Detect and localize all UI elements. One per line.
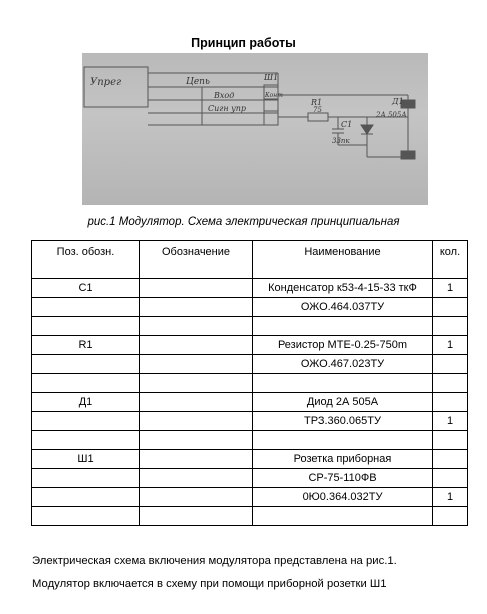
cell-pos [32,488,140,507]
cell-pos: Д1 [32,393,140,412]
table-row [32,450,468,469]
cell-pos [32,469,140,488]
cell-designation [140,450,253,469]
cell-pos [32,507,140,526]
cell-name: Розетка приборная [253,450,433,469]
table-row [32,279,468,298]
cell-name: ОЖО.464.037ТУ [253,298,433,317]
cell-pos [32,431,140,450]
cell-pos [32,317,140,336]
cell-qty [433,393,468,412]
connector-label: Ш1 [264,73,279,82]
cell-name [253,507,433,526]
page-title: Принцип работы [191,36,296,50]
table-row [32,488,468,507]
header-name: Наименование [253,241,433,279]
cell-pos [32,355,140,374]
cell-designation [140,374,253,393]
cell-qty [433,317,468,336]
table-row [32,298,468,317]
cell-qty [433,431,468,450]
cell-pos [32,374,140,393]
table-row [32,507,468,526]
cell-qty: 1 [433,412,468,431]
cell-pos: C1 [32,279,140,298]
capacitor-value: 33пк [332,137,350,145]
cell-designation [140,412,253,431]
header-qty: кол. [433,241,468,279]
cell-designation [140,393,253,412]
table-row [32,317,468,336]
cell-qty: 1 [433,336,468,355]
cell-designation [140,298,253,317]
cell-pos [32,412,140,431]
table-row [32,393,468,412]
block-label: Упрег [90,77,122,88]
table-header-row [32,241,468,279]
cell-qty [433,374,468,393]
signal-label: Сигн упр [208,104,247,113]
components-table [31,240,468,526]
diode-symbol [361,125,373,134]
cell-name [253,317,433,336]
schematic-photo [82,53,428,205]
resistor-symbol [308,113,328,121]
cell-designation [140,355,253,374]
schematic-diagram [82,53,428,205]
cell-designation [140,469,253,488]
cell-qty [433,298,468,317]
cell-qty [433,355,468,374]
table-row [32,355,468,374]
cell-designation [140,507,253,526]
cell-name: Резистор МТЕ-0.25-750m [253,336,433,355]
cell-pos: R1 [32,336,140,355]
cell-name: 0Ю0.364.032ТУ [253,488,433,507]
cell-qty [433,469,468,488]
footer-line-2: Модулятор включается в схему при помощи приборной розетки Ш1 [32,578,387,590]
cell-name [253,431,433,450]
footer-line-1: Электрическая схема включения модулятора представлена на рис.1. [32,555,397,567]
cell-name: Диод 2А 505А [253,393,433,412]
cell-qty [433,450,468,469]
footer-text [32,550,472,596]
cell-pos [32,298,140,317]
table-row [32,431,468,450]
input-label: Вход [214,91,235,100]
cell-name: СР-75-110ФВ [253,469,433,488]
resistor-label: R1 [311,98,323,107]
circuit-label: Цепь [186,77,210,87]
cell-name: ОЖО.467.023ТУ [253,355,433,374]
cell-name: Конденсатор к53-4-15-33 ткФ [253,279,433,298]
table-row [32,412,468,431]
table-body [32,279,468,526]
cell-pos: Ш1 [32,450,140,469]
cell-qty [433,507,468,526]
cell-designation [140,317,253,336]
diode-type: 2А 505А [376,111,407,119]
diode-label: Д1 [392,97,404,106]
cell-qty: 1 [433,488,468,507]
cell-designation [140,336,253,355]
table-row [32,469,468,488]
cell-name [253,374,433,393]
cell-designation [140,488,253,507]
table-row [32,374,468,393]
cell-designation [140,431,253,450]
contact-label: Конт [265,92,283,99]
capacitor-label: C1 [341,120,353,129]
cell-qty: 1 [433,279,468,298]
resistor-value: 75 [313,106,322,114]
figure-caption: рис.1 Модулятор. Схема электрическая принципиальная [87,216,400,228]
header-designation: Обозначение [140,241,253,279]
table-row [32,336,468,355]
header-pos: Поз. обозн. [32,241,140,279]
cell-name: ТРЗ.360.065ТУ [253,412,433,431]
cell-designation [140,279,253,298]
